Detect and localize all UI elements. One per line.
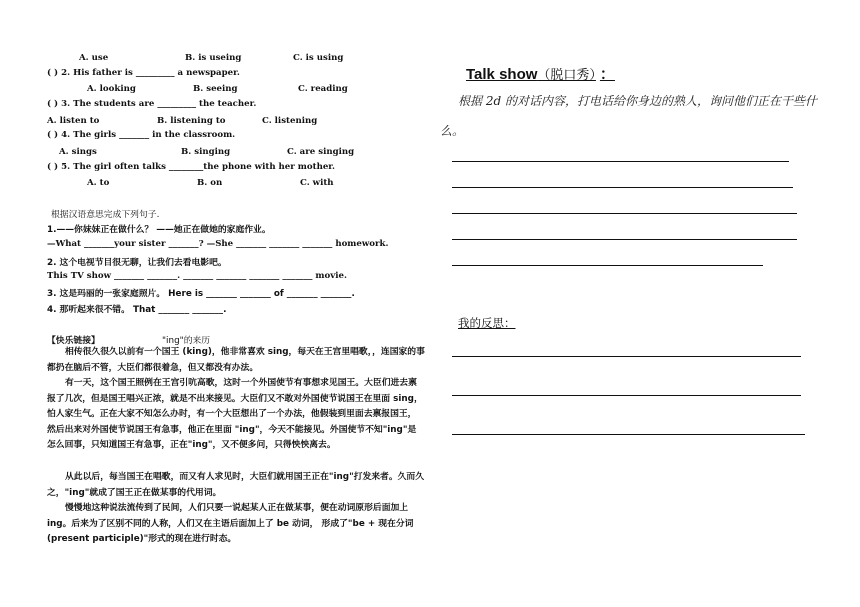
answer-line-3 (452, 213, 797, 214)
q5-option-a: A. to (87, 178, 110, 188)
q3-option-c: C. listening (262, 116, 318, 126)
translate-line-2: —What _______your sister _______? —She _______ _______ _______ homework. (47, 239, 389, 249)
reflection-line-1 (452, 356, 801, 357)
q5-option-c: C. with (300, 178, 334, 188)
q1-option-a: A. use (79, 53, 109, 63)
happy-link-paragraph-4: 慢慢地这种说法流传到了民间，人们只要一说起某人正在做某事，便在动词原形后面加上 ing。后来为了区别不同的人称，人们又在主语后面加上了 be 动词， 形成了"be + 现在分词(present participle)"形式的现在进行时态。 (47, 503, 414, 545)
q1-option-c: C. is using (293, 53, 344, 63)
translate-line-4: This TV show _______ _______. _______ _______ _______ _______ movie. (47, 271, 347, 281)
happy-link-paragraph-1: 相传很久很久以前有一个国王 (king)，他非常喜欢 sing，每天在王宫里唱歌，，连国家的事都扔在脑后不管，大臣们都很着急，但又都没有办法。 (47, 347, 425, 373)
translate-line-3: 2. 这个电视节目很无聊，让我们去看电影吧。 (47, 258, 227, 268)
happy-link-label: 【快乐链接】 (47, 336, 100, 346)
talk-show-title-zh: （脱口秀） (537, 68, 596, 83)
q4-option-b: B. singing (181, 147, 231, 157)
q2-option-c: C. reading (298, 84, 348, 94)
translate-line-6: 4. 那听起来很不错。 That _______ _______. (47, 305, 227, 315)
happy-link-paragraph-3: 从此以后，每当国王在唱歌，而又有人求见时，大臣们就用国王正在"ing"打发来者。久而久之，"ing"就成了国王正在做某事的代用词。 (47, 472, 425, 498)
q4-option-a: A. sings (59, 147, 97, 157)
answer-line-1 (452, 161, 789, 162)
q1-option-b: B. is useing (185, 53, 242, 63)
q3-stem: ( ) 3. The students are _________ the teacher. (47, 99, 257, 109)
reflection-label: 我的反思： (458, 316, 516, 330)
happy-link-title: "ing"的来历 (162, 336, 211, 346)
q4-option-c: C. are singing (287, 147, 355, 157)
talk-show-colon: ： (599, 66, 615, 83)
q2-stem: ( ) 2. His father is _________ a newspaper. (47, 68, 240, 78)
q3-option-a: A. listen to (47, 116, 100, 126)
reflection-line-3 (452, 434, 805, 435)
talk-show-title-en: Talk show (466, 66, 538, 83)
q3-option-b: B. listening to (157, 116, 226, 126)
q4-stem: ( ) 4. The girls _______ in the classroom. (47, 130, 236, 140)
answer-line-2 (452, 187, 793, 188)
answer-line-4 (452, 239, 797, 240)
happy-link-paragraph-2: 有一天，这个国王照例在王宫引吭高歌，这时一个外国使节有事想求见国王。大臣们进去禀报了几次，但是国王唱兴正浓，就是不出来接见。大臣们又不敢对外国使节说国王在里面 sing，怕人家生气。正在大家不知怎么办时，有一个大臣想出了一个办法，他假装到里面去禀报国王，然后出来对外国使节说国王有急事，他正在里面 "ing"，今天不能接见。外国使节不知"ing"是怎么回事，只知道国王有急事，正在"ing"，又不便多问，只得怏怏离去。 (47, 378, 423, 451)
translate-heading: 根据汉语意思完成下列句子. (51, 210, 160, 220)
q2-option-b: B. seeing (193, 84, 238, 94)
q5-stem: ( ) 5. The girl often talks ________the phone with her mother. (47, 162, 336, 172)
translate-line-1: 1.——你妹妹正在做什么？ ——她正在做她的家庭作业。 (47, 225, 271, 235)
q5-option-b: B. on (197, 178, 223, 188)
talk-show-instruction: 根据 2d 的对话内容，打电话给你身边的熟人，询问他们正在干些什么。 (440, 94, 817, 138)
reflection-line-2 (452, 395, 801, 396)
answer-line-5 (452, 265, 763, 266)
translate-line-5: 3. 这是玛丽的一张家庭照片。 Here is _______ _______ of _______ _______. (47, 289, 355, 299)
q2-option-a: A. looking (87, 84, 136, 94)
talk-show-title (466, 63, 615, 84)
